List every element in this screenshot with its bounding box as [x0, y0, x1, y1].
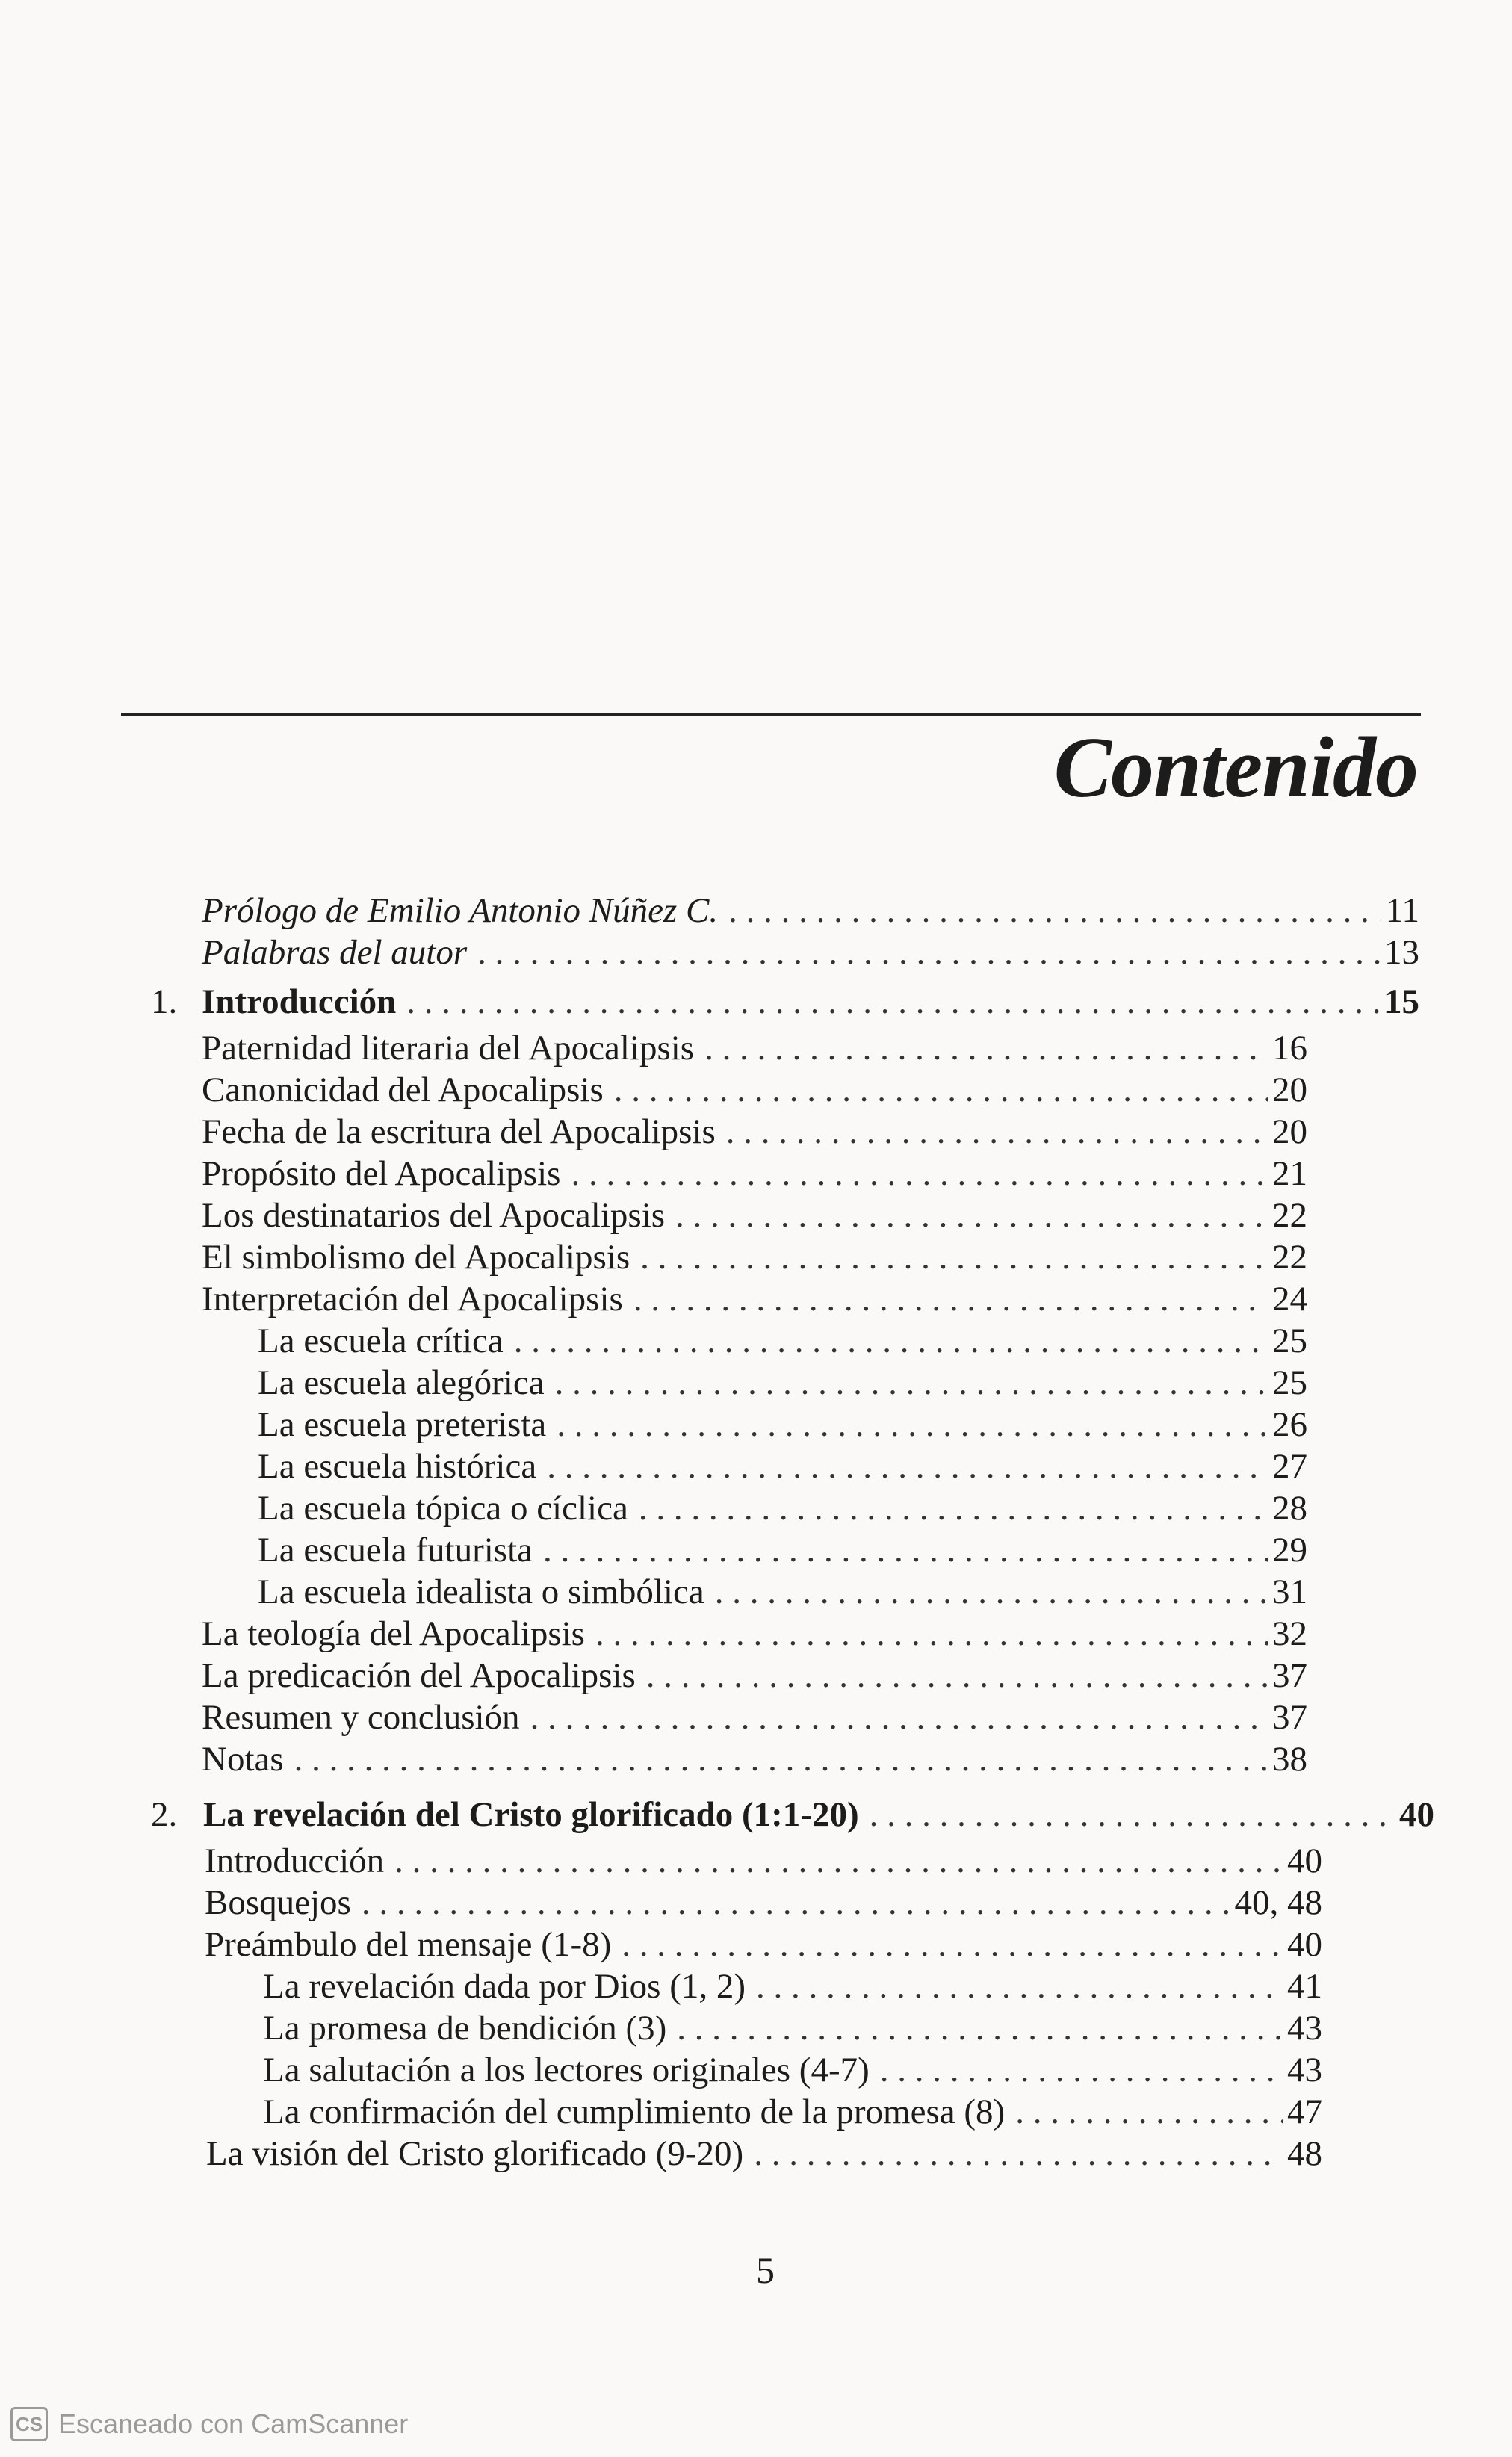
toc-page-number: 22: [1272, 1238, 1307, 1277]
toc-page-number: 40: [1287, 1925, 1322, 1964]
toc-entry: [202, 1026, 1307, 1070]
toc-page-number: 25: [1272, 1363, 1307, 1402]
toc-entry: [202, 1612, 1307, 1655]
toc-entry-title: La escuela futurista: [258, 1531, 533, 1570]
toc-leader-dots: [595, 1612, 1268, 1655]
toc-entry-title: Interpretación del Apocalipsis: [202, 1280, 623, 1319]
toc-entry-title: Bosquejos: [205, 1883, 351, 1922]
toc-page-number: 22: [1272, 1196, 1307, 1235]
toc-leader-dots: [514, 1319, 1268, 1363]
toc-leader-dots: [362, 1881, 1230, 1924]
toc-entry: [258, 1528, 1307, 1572]
toc-chapter-number: 1.: [151, 982, 178, 1021]
toc-entry: [263, 2090, 1322, 2134]
toc-leader-dots: [675, 1194, 1268, 1237]
toc-page-number: 37: [1272, 1698, 1307, 1737]
toc-leader-dots: [543, 1528, 1268, 1572]
toc-entry: [263, 2007, 1322, 2050]
toc-page-number: 40: [1287, 1841, 1322, 1880]
toc-chapter-number: 2.: [151, 1795, 178, 1834]
toc-entry-title: Introducción: [202, 982, 397, 1021]
toc-leader-dots: [557, 1403, 1268, 1446]
toc-leader-dots: [726, 1110, 1268, 1153]
toc-page-number: 41: [1287, 1967, 1322, 2006]
toc-page-number: 28: [1272, 1489, 1307, 1528]
toc-entry-title: Prólogo de Emilio Antonio Núñez C.: [202, 891, 719, 930]
toc-page-number: 26: [1272, 1405, 1307, 1444]
toc-leader-dots: [530, 1696, 1268, 1739]
toc-leader-dots: [571, 1152, 1268, 1195]
toc-leader-dots: [477, 931, 1380, 974]
camscanner-watermark: [10, 2407, 408, 2441]
toc-page-number: 40: [1399, 1795, 1434, 1834]
toc-entry: [202, 1277, 1307, 1321]
toc-entry-title: Fecha de la escritura del Apocalipsis: [202, 1112, 716, 1151]
toc-entry-title: La escuela crítica: [258, 1322, 504, 1360]
toc-page-number: 32: [1272, 1614, 1307, 1653]
toc-leader-dots: [715, 1570, 1268, 1614]
toc-leader-dots: [754, 2132, 1283, 2175]
page-number: 5: [756, 2249, 775, 2291]
toc-leader-dots: [880, 2048, 1283, 2092]
toc-entry: [258, 1361, 1307, 1404]
heading-rule: [121, 713, 1421, 716]
toc-page-number: 15: [1384, 982, 1419, 1021]
toc-leader-dots: [646, 1654, 1268, 1697]
toc-entry-title: Propósito del Apocalipsis: [202, 1154, 561, 1193]
toc-page-number: 29: [1272, 1531, 1307, 1570]
toc-page-number: 43: [1287, 2009, 1322, 2048]
toc-page-number: 21: [1272, 1154, 1307, 1193]
toc-entry: [263, 2048, 1322, 2092]
toc-entry-title: Los destinatarios del Apocalipsis: [202, 1196, 666, 1235]
toc-page-number: 11: [1385, 891, 1419, 930]
toc-entry: [202, 1194, 1307, 1237]
toc-entry-title: La visión del Cristo glorificado (9-20): [206, 2134, 744, 2173]
toc-entry-title: La teología del Apocalipsis: [202, 1614, 585, 1653]
toc-entry-title: Introducción: [205, 1841, 385, 1880]
page-heading: Contenido: [1053, 720, 1418, 816]
toc-entry-title: Notas: [202, 1740, 284, 1779]
toc-page-number: 31: [1272, 1573, 1307, 1611]
toc-entry: [258, 1487, 1307, 1530]
toc-entry-title: La escuela preterista: [258, 1405, 547, 1444]
toc-leader-dots: [728, 889, 1381, 932]
toc-entry: [258, 1403, 1307, 1446]
toc-entry: [202, 1738, 1307, 1781]
toc-leader-dots: [614, 1068, 1268, 1112]
toc-entry: [205, 1839, 1322, 1883]
toc-entry-title: Palabras del autor: [202, 933, 468, 972]
toc-page-number: 20: [1272, 1112, 1307, 1151]
toc-entry: [151, 1793, 1434, 1836]
toc-entry: [202, 1696, 1307, 1739]
toc-leader-dots: [640, 1236, 1268, 1279]
toc-entry: [206, 2132, 1322, 2175]
camscanner-logo-icon: CS: [10, 2407, 48, 2441]
toc-entry: [202, 1236, 1307, 1279]
toc-leader-dots: [704, 1026, 1268, 1070]
toc-leader-dots: [547, 1445, 1268, 1488]
toc-leader-dots: [633, 1277, 1268, 1321]
toc-page-number: 16: [1272, 1029, 1307, 1068]
toc-entry: [202, 931, 1419, 974]
toc-entry-title: La promesa de bendición (3): [263, 2009, 667, 2048]
toc-entry-title: La revelación del Cristo glorificado (1:1-20): [203, 1795, 859, 1834]
toc-entry-title: Paternidad literaria del Apocalipsis: [202, 1029, 695, 1068]
toc-leader-dots: [622, 1923, 1283, 1966]
toc-entry-title: La escuela histórica: [258, 1447, 537, 1486]
toc-entry: [258, 1319, 1307, 1363]
toc-leader-dots: [1015, 2090, 1283, 2134]
toc-entry: [258, 1570, 1307, 1614]
toc-entry: [202, 1654, 1307, 1697]
toc-entry-title: La confirmación del cumplimiento de la promesa (8): [263, 2092, 1006, 2131]
toc-leader-dots: [294, 1738, 1268, 1781]
watermark-text: Escaneado con CamScanner: [58, 2408, 409, 2439]
toc-page-number: 13: [1384, 933, 1419, 972]
toc-leader-dots: [394, 1839, 1283, 1883]
toc-entry-title: La revelación dada por Dios (1, 2): [263, 1967, 746, 2006]
toc-entry: [202, 1110, 1307, 1153]
toc-entry-title: La salutación a los lectores originales (4-7): [263, 2051, 870, 2089]
toc-entry-title: La escuela idealista o simbólica: [258, 1573, 704, 1611]
toc-page-number: 25: [1272, 1322, 1307, 1360]
toc-entry: [202, 889, 1419, 932]
toc-page-number: 27: [1272, 1447, 1307, 1486]
toc-page-number: 38: [1272, 1740, 1307, 1779]
toc-page-number: 43: [1287, 2051, 1322, 2089]
toc-entry: [263, 1965, 1322, 2008]
toc-entry-title: La escuela alegórica: [258, 1363, 545, 1402]
toc-leader-dots: [639, 1487, 1268, 1530]
toc-entry-title: La predicación del Apocalipsis: [202, 1656, 636, 1695]
toc-entry-title: Canonicidad del Apocalipsis: [202, 1071, 604, 1109]
toc-page-number: 37: [1272, 1656, 1307, 1695]
toc-entry: [258, 1445, 1307, 1488]
toc-entry: [202, 1068, 1307, 1112]
toc-entry-title: El simbolismo del Apocalipsis: [202, 1238, 630, 1277]
toc-page-number: 47: [1287, 2092, 1322, 2131]
toc-page-number: 40, 48: [1234, 1883, 1322, 1922]
toc-entry: [205, 1881, 1322, 1924]
toc-leader-dots: [870, 1793, 1395, 1836]
toc-entry: [151, 980, 1419, 1023]
toc-leader-dots: [677, 2007, 1283, 2050]
toc-entry-title: Preámbulo del mensaje (1-8): [205, 1925, 612, 1964]
toc-entry: [202, 1152, 1307, 1195]
toc-leader-dots: [406, 980, 1380, 1023]
toc-leader-dots: [555, 1361, 1268, 1404]
toc-leader-dots: [756, 1965, 1283, 2008]
toc-entry-title: La escuela tópica o cíclica: [258, 1489, 628, 1528]
toc-entry-title: Resumen y conclusión: [202, 1698, 520, 1737]
toc-page-number: 24: [1272, 1280, 1307, 1319]
toc-page-number: 48: [1287, 2134, 1322, 2173]
toc-page-number: 20: [1272, 1071, 1307, 1109]
toc-entry: [205, 1923, 1322, 1966]
